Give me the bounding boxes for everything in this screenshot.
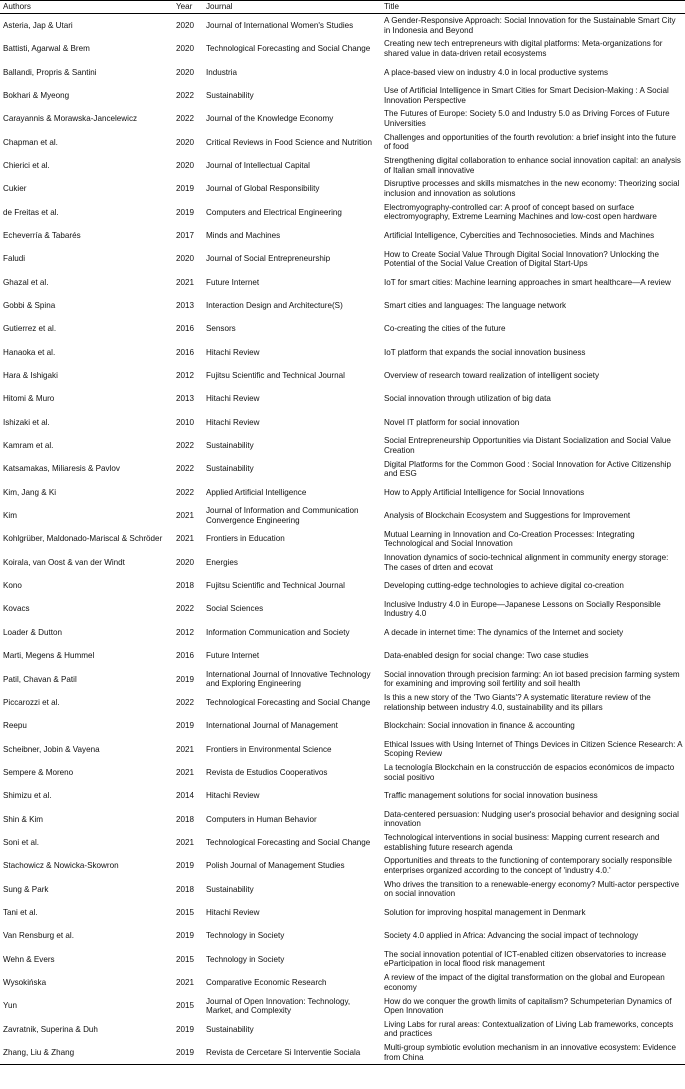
cell-authors: Chierici et al. xyxy=(3,160,50,170)
cell-year: 2018 xyxy=(176,581,195,591)
cell-authors: Kim, Jang & Ki xyxy=(3,487,57,497)
cell-journal: Future Internet xyxy=(206,651,260,661)
table-row xyxy=(0,107,685,130)
table-row xyxy=(0,691,685,714)
cell-authors: Hara & Ishigaki xyxy=(3,371,58,381)
cell-journal: Technology in Society xyxy=(206,954,285,964)
header-row xyxy=(0,1,685,14)
table-row xyxy=(0,784,685,807)
cell-journal: Journal of Information and Communication Convergence Engineering xyxy=(206,506,359,525)
cell-year: 2010 xyxy=(176,417,195,427)
cell-year: 2012 xyxy=(176,627,195,637)
table-row xyxy=(0,948,685,971)
cell-journal: Minds and Machines xyxy=(206,230,281,240)
table-row xyxy=(0,1041,685,1065)
cell-authors: Piccarozzi et al. xyxy=(3,697,60,707)
cell-year: 2022 xyxy=(176,604,195,614)
cell-year: 2019 xyxy=(176,184,195,194)
cell-authors: Kovacs xyxy=(3,604,30,614)
cell-title: Developing cutting-edge technologies to achieve digital co-creation xyxy=(384,581,624,591)
cell-authors: Hanaoka et al. xyxy=(3,347,56,357)
cell-year: 2013 xyxy=(176,394,195,404)
table-row xyxy=(0,201,685,224)
table-row xyxy=(0,598,685,621)
cell-authors: Ballandi, Propris & Santini xyxy=(3,67,97,77)
cell-authors: Gutierrez et al. xyxy=(3,324,57,334)
cell-year: 2015 xyxy=(176,907,195,917)
cell-authors: Shimizu et al. xyxy=(3,791,52,801)
cell-title: IoT platform that expands the social innovation business xyxy=(384,347,586,357)
cell-journal: Revista de Cercetare Si Interventie Sociala xyxy=(203,1041,381,1065)
table-row xyxy=(0,971,685,994)
cell-title: Traffic management solutions for social innovation business xyxy=(384,791,598,801)
cell-authors: Carayannis & Morawska-Jancelewicz xyxy=(3,114,138,124)
cell-title: The Futures of Europe: Society 5.0 and Industry 5.0 as Driving Forces of Future Universities xyxy=(384,109,670,129)
table-row xyxy=(0,271,685,294)
cell-year: 2019 xyxy=(176,207,195,217)
cell-journal: Sustainability xyxy=(206,884,254,894)
cell-authors: Katsamakas, Miliaresis & Pavlov xyxy=(3,464,120,474)
table-row xyxy=(0,738,685,761)
cell-journal: Interaction Design and Architecture(S) xyxy=(206,301,343,310)
cell-year: 2019 xyxy=(176,931,195,941)
table-row xyxy=(0,854,685,877)
table-row xyxy=(0,434,685,457)
table-row xyxy=(0,61,685,84)
header-authors: Authors xyxy=(0,1,176,14)
cell-year: 2019 xyxy=(176,1024,195,1034)
cell-title: Social innovation through precision farming: An iot based precision farming system for examining and improving soil fertility and soil health xyxy=(384,669,680,689)
cell-authors: Scheibner, Jobin & Vayena xyxy=(3,744,100,754)
cell-journal: Journal of Open Innovation: Technology, Market, and Complexity xyxy=(206,996,351,1016)
table-row xyxy=(0,1018,685,1041)
header-title: Title xyxy=(381,1,685,14)
table-row xyxy=(0,364,685,387)
cell-title: Electromyography-controlled car: A proof of concept based on surface electromyography, Extreme Learning Machines and low-cost open hardware xyxy=(384,202,657,222)
table-row xyxy=(0,714,685,737)
cell-year: 2018 xyxy=(176,814,195,824)
cell-journal: Technology in Society xyxy=(206,931,285,941)
cell-title: Strengthening digital collaboration to enhance social innovation capital: an analysis of Italian small innovative xyxy=(384,156,681,175)
header-journal: Journal xyxy=(203,1,381,14)
cell-authors: Sung & Park xyxy=(3,884,49,894)
cell-journal: Frontiers in Environmental Science xyxy=(206,744,332,754)
cell-title: Analysis of Blockchain Ecosystem and Suggestions for Improvement xyxy=(384,511,631,521)
cell-authors: Koirala, van Oost & van der Windt xyxy=(3,557,125,567)
cell-title: Smart cities and languages: The language network xyxy=(384,301,567,310)
cell-title: Creating new tech entrepreneurs with digital platforms: Meta-organizations for shared value in data-driven retail ecosystems xyxy=(384,39,663,59)
table-row xyxy=(0,994,685,1017)
cell-authors: Zhang, Liu & Zhang xyxy=(0,1041,176,1065)
cell-authors: Hitomi & Muro xyxy=(3,394,55,404)
cell-year: 2020 xyxy=(176,557,195,567)
cell-journal: Computers and Electrical Engineering xyxy=(206,207,342,217)
table-row xyxy=(0,878,685,901)
cell-journal: Fujitsu Scientific and Technical Journal xyxy=(206,371,345,381)
cell-title: Inclusive Industry 4.0 in Europe—Japanese Lessons on Socially Responsible Industry 4.0 xyxy=(384,599,661,619)
cell-title: Multi-group symbiotic evolution mechanism in an innovative ecosystem: Evidence from China xyxy=(381,1041,685,1065)
cell-year: 2021 xyxy=(176,977,195,987)
cell-title: Society 4.0 applied in Africa: Advancing the social impact of technology xyxy=(384,931,639,941)
cell-journal: Journal of Intellectual Capital xyxy=(206,160,310,170)
cell-title: Opportunities and threats to the functioning of contemporary socially responsible enterprises organized according to the concept of 'industry 4.0.' xyxy=(384,856,672,876)
cell-authors: Marti, Megens & Hummel xyxy=(3,651,95,661)
table-row xyxy=(0,458,685,481)
table-row xyxy=(0,668,685,691)
cell-year: 2015 xyxy=(176,954,195,964)
cell-year: 2016 xyxy=(176,324,195,334)
table-row xyxy=(0,644,685,667)
cell-title: Social Entrepreneurship Opportunities via Distant Socialization and Social Value Creation xyxy=(384,436,671,455)
cell-year: 2019 xyxy=(176,721,195,731)
cell-year: 2021 xyxy=(176,744,195,754)
cell-authors: Stachowicz & Nowicka-Skowron xyxy=(3,861,119,871)
table-row xyxy=(0,901,685,924)
cell-journal: Applied Artificial Intelligence xyxy=(206,487,307,497)
table-row xyxy=(0,84,685,107)
cell-authors: Yun xyxy=(3,1001,17,1011)
cell-authors: Van Rensburg et al. xyxy=(3,931,74,941)
cell-authors: Faludi xyxy=(3,254,26,264)
cell-journal: Frontiers in Education xyxy=(206,534,285,544)
table-row xyxy=(0,247,685,270)
cell-journal: Social Sciences xyxy=(206,604,264,614)
cell-title: Solution for improving hospital management in Denmark xyxy=(384,907,586,917)
table-row xyxy=(0,831,685,854)
cell-journal: Sustainability xyxy=(206,90,254,100)
table-header xyxy=(0,1,685,14)
cell-title: The social innovation potential of ICT-enabled citizen observatories to increase eParticipation in local flood risk management xyxy=(384,949,667,969)
cell-title: Who drives the transition to a renewable-energy economy? Multi-actor perspective on social innovation xyxy=(384,879,680,899)
cell-year: 2015 xyxy=(176,1001,195,1011)
cell-title: Data-centered persuasion: Nudging user's prosocial behavior and designing social innovation xyxy=(384,809,679,829)
cell-authors: Asteria, Jap & Utari xyxy=(3,20,73,30)
cell-title: Novel IT platform for social innovation xyxy=(384,417,520,427)
table-row xyxy=(0,224,685,247)
cell-authors: Wysokińska xyxy=(3,977,47,987)
table-row xyxy=(0,14,685,38)
cell-authors: Cukier xyxy=(3,184,27,194)
cell-authors: Gobbi & Spina xyxy=(3,301,56,310)
table-row xyxy=(0,131,685,154)
cell-authors: Chapman et al. xyxy=(3,137,58,147)
cell-journal: Journal of Global Responsibility xyxy=(206,184,320,194)
cell-journal: Sensors xyxy=(206,324,236,334)
cell-year: 2016 xyxy=(176,651,195,661)
table-row xyxy=(0,574,685,597)
cell-year: 2021 xyxy=(176,767,195,777)
cell-title: Ethical Issues with Using Internet of Things Devices in Citizen Science Research: A Scoping Review xyxy=(384,739,683,759)
cell-authors: Ishizaki et al. xyxy=(3,417,50,427)
cell-title: Digital Platforms for the Common Good : Social Innovation for Active Citizenship and ESG xyxy=(384,459,672,479)
cell-year: 2016 xyxy=(176,347,195,357)
table-row xyxy=(0,37,685,60)
cell-authors: Zavratnik, Superina & Duh xyxy=(3,1024,98,1034)
cell-year: 2018 xyxy=(176,884,195,894)
cell-journal: Comparative Economic Research xyxy=(206,977,327,987)
cell-year: 2022 xyxy=(176,697,195,707)
table-row xyxy=(0,411,685,434)
cell-journal: Sustainability xyxy=(206,464,254,474)
cell-journal: Critical Reviews in Food Science and Nutrition xyxy=(206,137,372,147)
cell-journal: Hitachi Review xyxy=(206,907,260,917)
table-row xyxy=(0,341,685,364)
cell-title: How to Create Social Value Through Digital Social Innovation? Unlocking the Potential of the Social Value Creation of Digital Start-Ups xyxy=(384,249,660,269)
table-row xyxy=(0,621,685,644)
cell-authors: Loader & Dutton xyxy=(3,627,62,637)
cell-title: A decade in internet time: The dynamics of the Internet and society xyxy=(384,627,624,637)
table-row xyxy=(0,481,685,504)
cell-authors: Kim xyxy=(3,511,17,521)
cell-journal: Polish Journal of Management Studies xyxy=(206,861,345,871)
table-row xyxy=(0,924,685,947)
cell-authors: Bokhari & Myeong xyxy=(3,90,70,100)
cell-journal: Journal of the Knowledge Economy xyxy=(206,114,334,124)
header-year: Year xyxy=(176,1,203,14)
cell-year: 2022 xyxy=(176,441,195,451)
cell-authors: Patil, Chavan & Patil xyxy=(3,674,77,684)
table-row xyxy=(0,317,685,340)
table-row xyxy=(0,388,685,411)
cell-authors: Battisti, Agarwal & Brem xyxy=(3,44,90,54)
cell-journal: International Journal of Management xyxy=(206,721,338,731)
cell-journal: Hitachi Review xyxy=(206,791,260,801)
table-row xyxy=(0,177,685,200)
cell-authors: Kamram et al. xyxy=(3,441,54,451)
cell-title: Living Labs for rural areas: Contextualization of Living Lab frameworks, concepts and practices xyxy=(384,1019,674,1039)
table-body xyxy=(0,14,685,1065)
cell-journal: Sustainability xyxy=(206,441,254,451)
cell-title: Blockchain: Social innovation in finance & accounting xyxy=(384,721,575,731)
cell-year: 2020 xyxy=(176,254,195,264)
cell-authors: Wehn & Evers xyxy=(3,954,55,964)
table-row xyxy=(0,761,685,784)
table-row xyxy=(0,551,685,574)
cell-journal: Energies xyxy=(206,557,238,567)
cell-year: 2021 xyxy=(176,277,195,287)
cell-title: Data-enabled design for social change: Two case studies xyxy=(384,651,589,661)
table-row xyxy=(0,528,685,551)
cell-year: 2019 xyxy=(176,1041,203,1065)
cell-year: 2021 xyxy=(176,511,195,521)
cell-title: A review of the impact of the digital transformation on the global and European economy xyxy=(384,973,665,992)
cell-year: 2022 xyxy=(176,90,195,100)
cell-title: Mutual Learning in Innovation and Co-Creation Processes: Integrating Technological and Social Innovation xyxy=(384,529,635,549)
cell-authors: Soni et al. xyxy=(3,837,39,847)
cell-journal: Information Communication and Society xyxy=(206,627,350,637)
cell-title: Challenges and opportunities of the fourth revolution: a brief insight into the future of food xyxy=(384,132,677,152)
cell-title: Social innovation through utilization of big data xyxy=(384,394,551,404)
cell-journal: Journal of Social Entrepreneurship xyxy=(206,254,331,264)
cell-authors: de Freitas et al. xyxy=(3,207,59,217)
table-row xyxy=(0,294,685,317)
cell-year: 2022 xyxy=(176,487,195,497)
cell-year: 2020 xyxy=(176,160,195,170)
cell-year: 2012 xyxy=(176,371,195,381)
cell-title: Innovation dynamics of socio-technical alignment in community energy storage: The cases of drten and ecovat xyxy=(384,552,669,572)
cell-authors: Sempere & Moreno xyxy=(3,767,74,777)
table-row xyxy=(0,808,685,831)
cell-journal: Technological Forecasting and Social Change xyxy=(206,697,371,707)
cell-year: 2014 xyxy=(176,791,195,801)
table-row xyxy=(0,154,685,177)
cell-journal: Journal of International Women's Studies xyxy=(206,20,354,30)
cell-title: How do we conquer the growth limits of capitalism? Schumpeterian Dynamics of Open Innovation xyxy=(384,996,672,1016)
cell-title: Is this a new story of the 'Two Giants'? A systematic literature review of the relationship between industry 4.0, sustainability and its pillars xyxy=(384,693,651,712)
cell-journal: International Journal of Innovative Technology and Exploring Engineering xyxy=(206,669,371,689)
cell-title: A place-based view on industry 4.0 in local productive systems xyxy=(384,67,609,77)
cell-year: 2021 xyxy=(176,837,195,847)
table-row xyxy=(0,504,685,527)
cell-journal: Future Internet xyxy=(206,277,260,287)
cell-authors: Shin & Kim xyxy=(3,814,44,824)
cell-title: Overview of research toward realization of intelligent society xyxy=(384,371,600,381)
cell-year: 2022 xyxy=(176,464,195,474)
cell-authors: Echeverría & Tabarés xyxy=(3,230,81,240)
cell-title: Co-creating the cities of the future xyxy=(384,324,506,334)
cell-journal: Computers in Human Behavior xyxy=(206,814,317,824)
cell-journal: Hitachi Review xyxy=(206,347,260,357)
cell-journal: Technological Forecasting and Social Change xyxy=(206,837,371,847)
cell-authors: Kohlgrüber, Maldonado-Mariscal & Schröder xyxy=(3,534,163,544)
cell-year: 2019 xyxy=(176,861,195,871)
cell-journal: Hitachi Review xyxy=(206,394,260,404)
cell-year: 2013 xyxy=(176,301,195,310)
cell-journal: Technological Forecasting and Social Change xyxy=(206,44,371,54)
cell-title: Disruptive processes and skills mismatches in the new economy: Theorizing social inclusion and innovation as solutions xyxy=(384,179,680,199)
cell-authors: Kono xyxy=(3,581,22,591)
cell-title: La tecnología Blockchain en la construcción de espacios económicos de impacto social positivo xyxy=(384,763,675,782)
cell-title: A Gender-Responsive Approach: Social Innovation for the Sustainable Smart City in Indonesia and Beyond xyxy=(384,16,676,35)
cell-title: Technological interventions in social business: Mapping current research and establishing future research agenda xyxy=(384,833,660,852)
cell-year: 2021 xyxy=(176,534,195,544)
cell-authors: Ghazal et al. xyxy=(3,277,49,287)
cell-authors: Reepu xyxy=(3,721,27,731)
cell-year: 2017 xyxy=(176,230,195,240)
cell-year: 2020 xyxy=(176,20,195,30)
cell-title: Use of Artificial Intelligence in Smart Cities for Smart Decision-Making : A Social Innovation Perspective xyxy=(384,86,669,105)
cell-title: How to Apply Artificial Intelligence for Social Innovations xyxy=(384,487,585,497)
cell-year: 2020 xyxy=(176,44,195,54)
cell-authors: Tani et al. xyxy=(3,907,38,917)
cell-year: 2022 xyxy=(176,114,195,124)
cell-title: IoT for smart cities: Machine learning approaches in smart healthcare—A review xyxy=(384,277,671,287)
cell-journal: Sustainability xyxy=(206,1024,254,1034)
cell-journal: Hitachi Review xyxy=(206,417,260,427)
cell-year: 2020 xyxy=(176,67,195,77)
cell-journal: Industria xyxy=(206,67,238,77)
cell-year: 2020 xyxy=(176,137,195,147)
cell-journal: Revista de Estudios Cooperativos xyxy=(206,767,328,777)
cell-title: Artificial Intelligence, Cybercities and Technosocieties. Minds and Machines xyxy=(384,230,655,240)
cell-journal: Fujitsu Scientific and Technical Journal xyxy=(206,581,345,591)
cell-year: 2019 xyxy=(176,674,195,684)
